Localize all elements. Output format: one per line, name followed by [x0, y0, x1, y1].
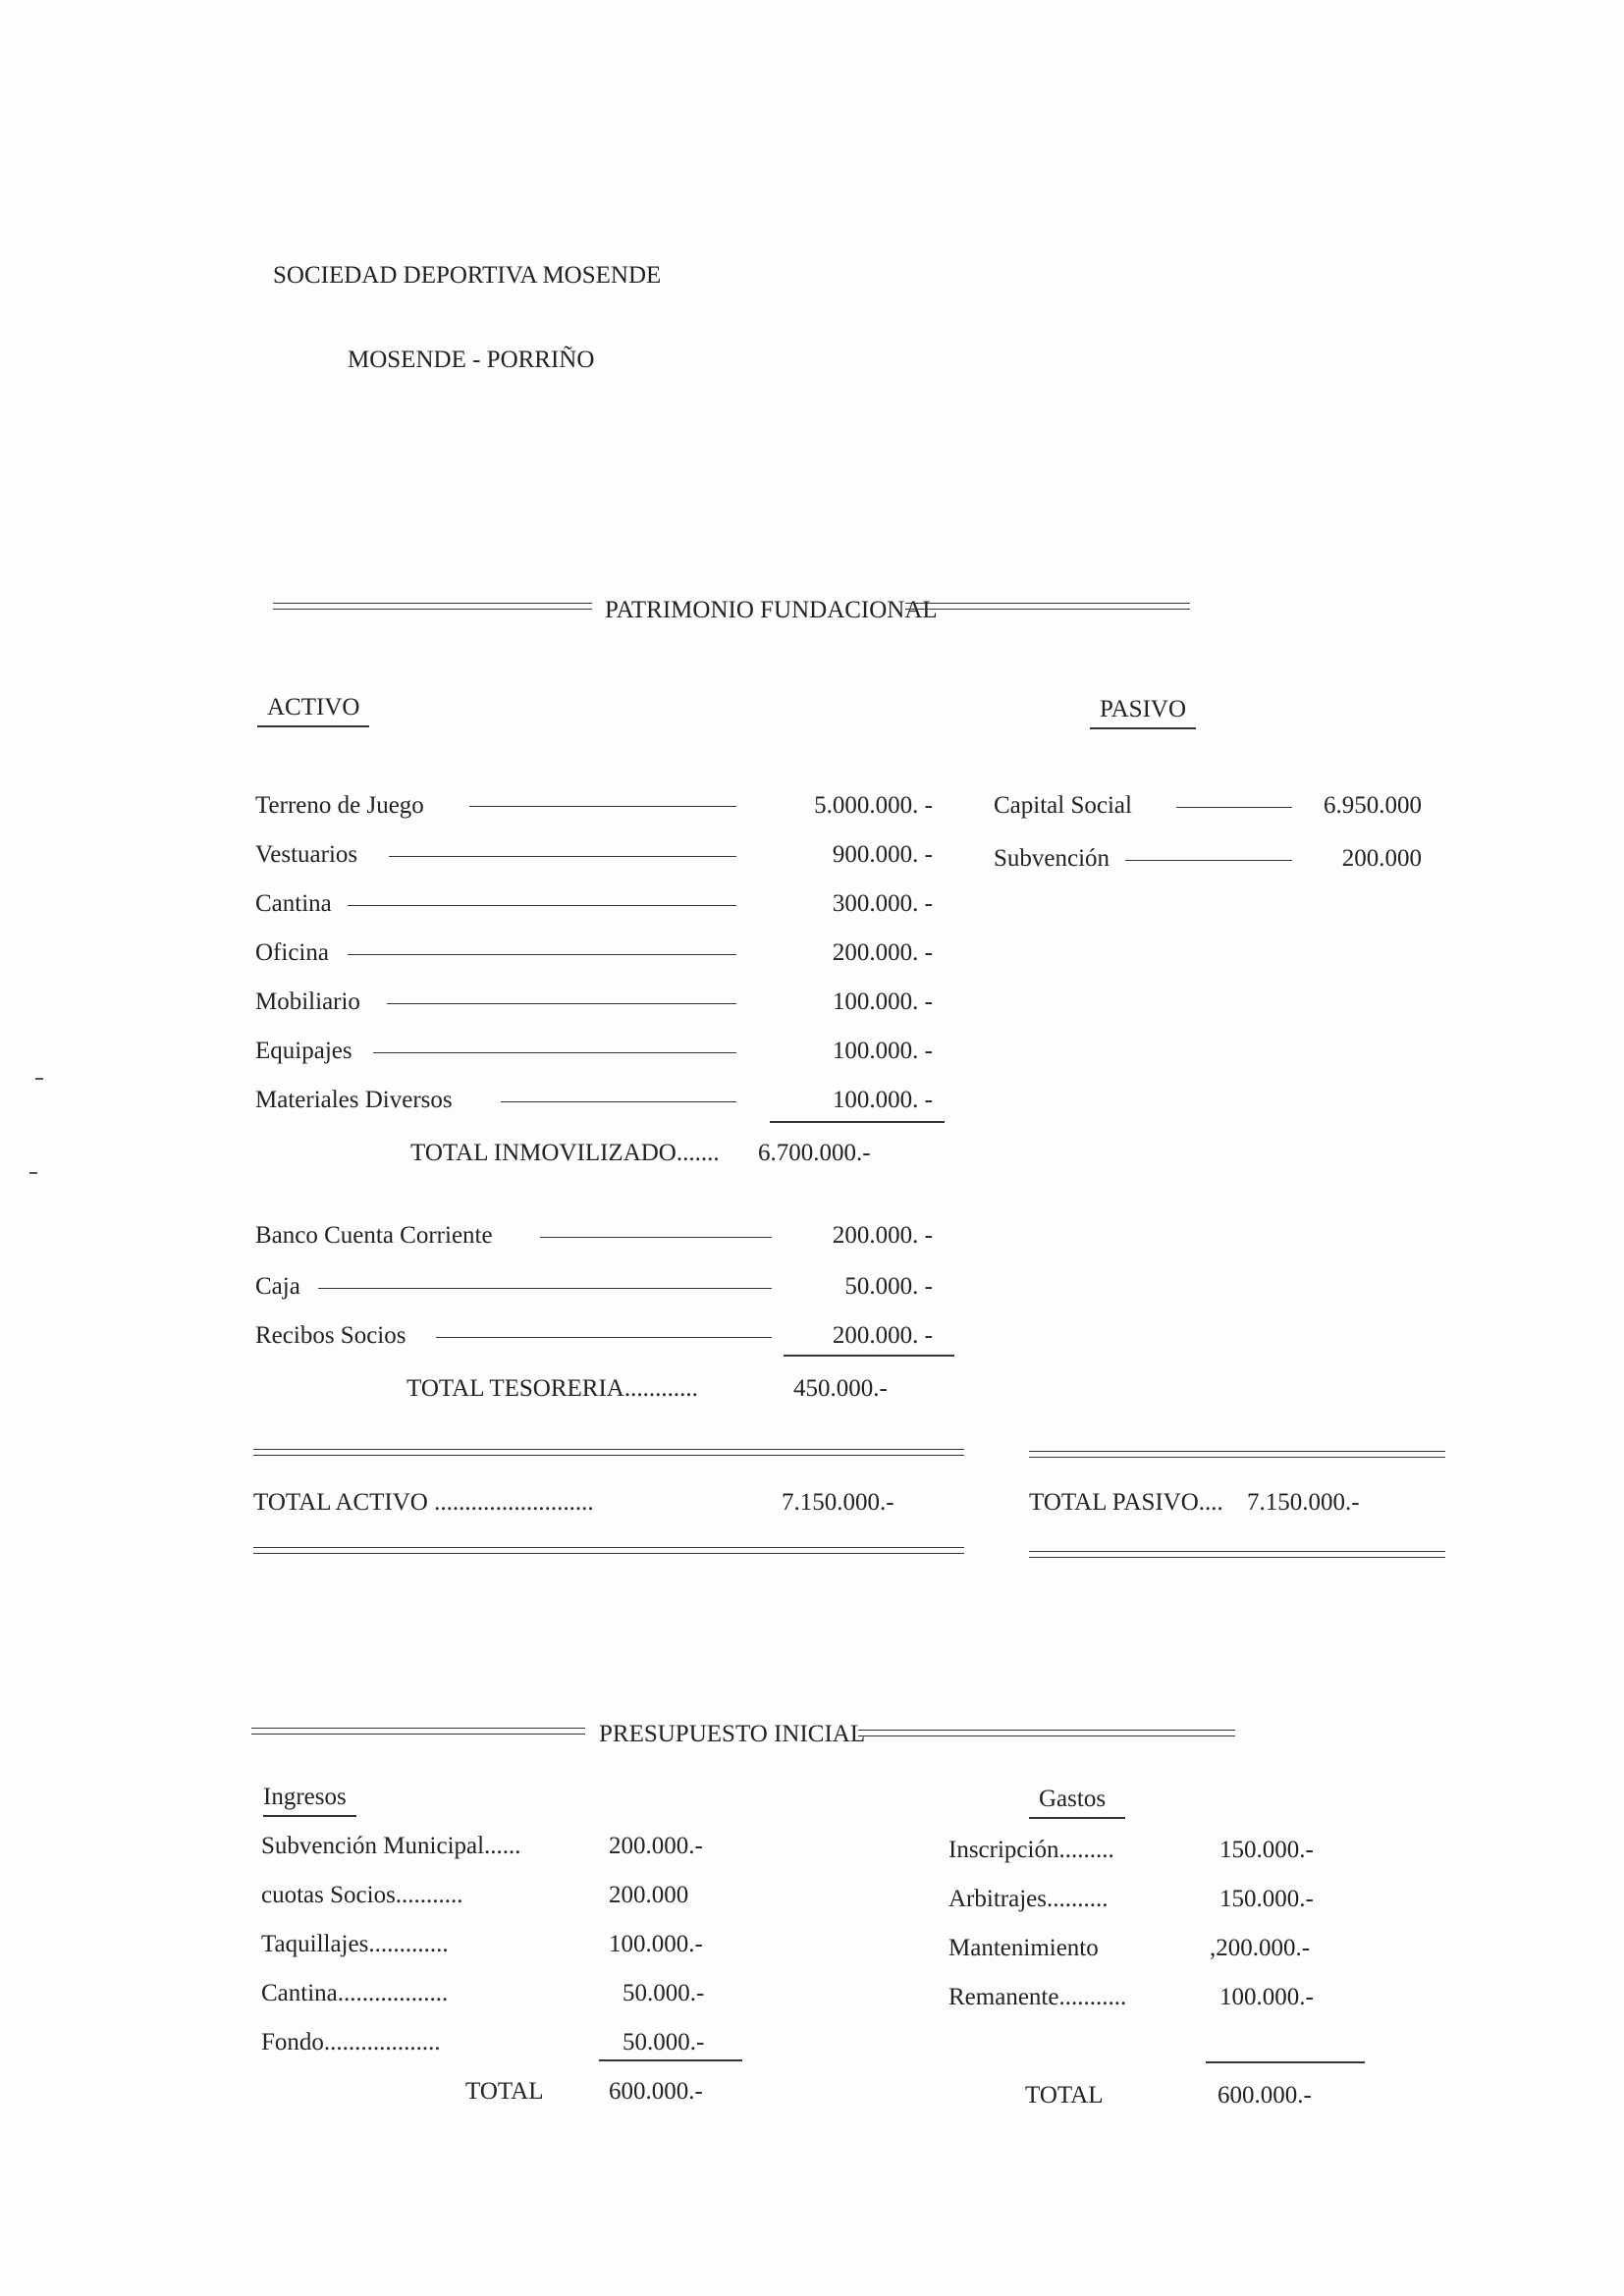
- list-item-value: 200.000. -: [832, 1322, 933, 1349]
- list-item-label: Cantina: [255, 890, 332, 917]
- leader-line: [318, 1288, 772, 1289]
- leader-line: [469, 806, 736, 807]
- list-item-value: ,200.000.-: [1210, 1935, 1311, 1961]
- leader-line: [540, 1237, 772, 1238]
- list-item-label: Subvención: [994, 845, 1110, 872]
- list-item-value: 150.000.-: [1219, 1837, 1314, 1863]
- list-item-label: Taquillajes.............: [261, 1931, 449, 1957]
- club-name: SOCIEDAD DEPORTIVA MOSENDE: [273, 262, 662, 289]
- gastos-total-value: 600.000.-: [1218, 2082, 1312, 2109]
- total-inmovilizado-value: 6.700.000.-: [758, 1140, 871, 1166]
- club-location: MOSENDE - PORRIÑO: [348, 347, 595, 373]
- margin-mark: [29, 1172, 37, 1174]
- subtotal-rule: [599, 2059, 742, 2061]
- list-item-label: Recibos Socios: [255, 1322, 406, 1349]
- leader-line: [501, 1101, 736, 1102]
- list-item-value: 6.950.000: [1324, 792, 1422, 819]
- list-item-value: 100.000. -: [832, 988, 933, 1015]
- list-item-label: Oficina: [255, 939, 329, 966]
- section-rule-left: [251, 1728, 585, 1735]
- list-item-value: 50.000. -: [844, 1273, 933, 1300]
- leader-line: [387, 1003, 736, 1004]
- ingresos-total-value: 600.000.-: [609, 2078, 703, 2105]
- list-item-value: 200.000. -: [832, 939, 933, 966]
- total-inmovilizado-label: TOTAL INMOVILIZADO.......: [410, 1140, 720, 1166]
- pasivo-heading: PASIVO: [1090, 697, 1196, 729]
- leader-line: [348, 954, 736, 955]
- list-item-value: 200.000. -: [832, 1222, 933, 1249]
- total-pasivo-label: TOTAL PASIVO....: [1029, 1489, 1223, 1516]
- activo-heading: ACTIVO: [257, 695, 369, 727]
- ingresos-total-label: TOTAL: [465, 2078, 544, 2105]
- total-tesoreria-value: 450.000.-: [793, 1375, 888, 1402]
- list-item-label: Cantina..................: [261, 1980, 449, 2006]
- list-item-label: Banco Cuenta Corriente: [255, 1222, 493, 1249]
- total-rule-bottom-left: [253, 1547, 964, 1554]
- section-rule-right: [905, 603, 1190, 610]
- gastos-heading: Gastos: [1029, 1787, 1125, 1819]
- list-item-label: Capital Social: [994, 792, 1132, 819]
- subtotal-rule: [784, 1355, 954, 1357]
- total-rule-bottom-right: [1029, 1551, 1445, 1558]
- list-item-value: 100.000. -: [832, 1087, 933, 1113]
- leader-line: [1176, 807, 1292, 808]
- total-activo-value: 7.150.000.-: [782, 1489, 894, 1516]
- list-item-label: cuotas Socios...........: [261, 1882, 463, 1908]
- list-item-label: Equipajes: [255, 1038, 352, 1064]
- leader-line: [1125, 860, 1292, 861]
- section-rule-right: [858, 1730, 1235, 1736]
- list-item-value: 100.000.-: [1219, 1984, 1314, 2010]
- section-rule-left: [273, 603, 592, 610]
- list-item-value: 50.000.-: [623, 1980, 705, 2006]
- total-rule-top-right: [1029, 1451, 1445, 1458]
- list-item-label: Subvención Municipal......: [261, 1833, 521, 1859]
- subtotal-rule: [1206, 2061, 1365, 2063]
- list-item-label: Mantenimiento: [948, 1935, 1099, 1961]
- total-tesoreria-label: TOTAL TESORERIA............: [406, 1375, 698, 1402]
- subtotal-rule: [770, 1121, 945, 1123]
- patrimonio-title: PATRIMONIO FUNDACIONAL: [605, 597, 938, 623]
- list-item-label: Fondo...................: [261, 2029, 441, 2056]
- gastos-total-label: TOTAL: [1025, 2082, 1104, 2109]
- list-item-value: 100.000.-: [609, 1931, 703, 1957]
- list-item-label: Vestuarios: [255, 841, 358, 868]
- list-item-label: Mobiliario: [255, 988, 360, 1015]
- list-item-value: 5.000.000. -: [814, 792, 933, 819]
- list-item-label: Remanente...........: [948, 1984, 1127, 2010]
- list-item-value: 900.000. -: [832, 841, 933, 868]
- leader-line: [389, 856, 736, 857]
- leader-line: [348, 905, 736, 906]
- list-item-label: Inscripción.........: [948, 1837, 1114, 1863]
- list-item-value: 200.000: [609, 1882, 689, 1908]
- list-item-label: Caja: [255, 1273, 300, 1300]
- list-item-value: 50.000.-: [623, 2029, 705, 2056]
- total-rule-top-left: [253, 1449, 964, 1456]
- list-item-value: 100.000. -: [832, 1038, 933, 1064]
- list-item-value: 300.000. -: [832, 890, 933, 917]
- list-item-label: Terreno de Juego: [255, 792, 424, 819]
- total-activo-label: TOTAL ACTIVO ..........................: [253, 1489, 594, 1516]
- list-item-value: 200.000.-: [609, 1833, 703, 1859]
- leader-line: [373, 1052, 736, 1053]
- presupuesto-title: PRESUPUESTO INICIAL: [599, 1721, 866, 1747]
- list-item-value: 150.000.-: [1219, 1886, 1314, 1912]
- leader-line: [436, 1337, 772, 1338]
- ingresos-heading: Ingresos: [263, 1785, 356, 1817]
- list-item-label: Materiales Diversos: [255, 1087, 453, 1113]
- list-item-value: 200.000: [1341, 845, 1422, 872]
- margin-mark: [35, 1078, 43, 1080]
- total-pasivo-value: 7.150.000.-: [1247, 1489, 1360, 1516]
- list-item-label: Arbitrajes..........: [948, 1886, 1109, 1912]
